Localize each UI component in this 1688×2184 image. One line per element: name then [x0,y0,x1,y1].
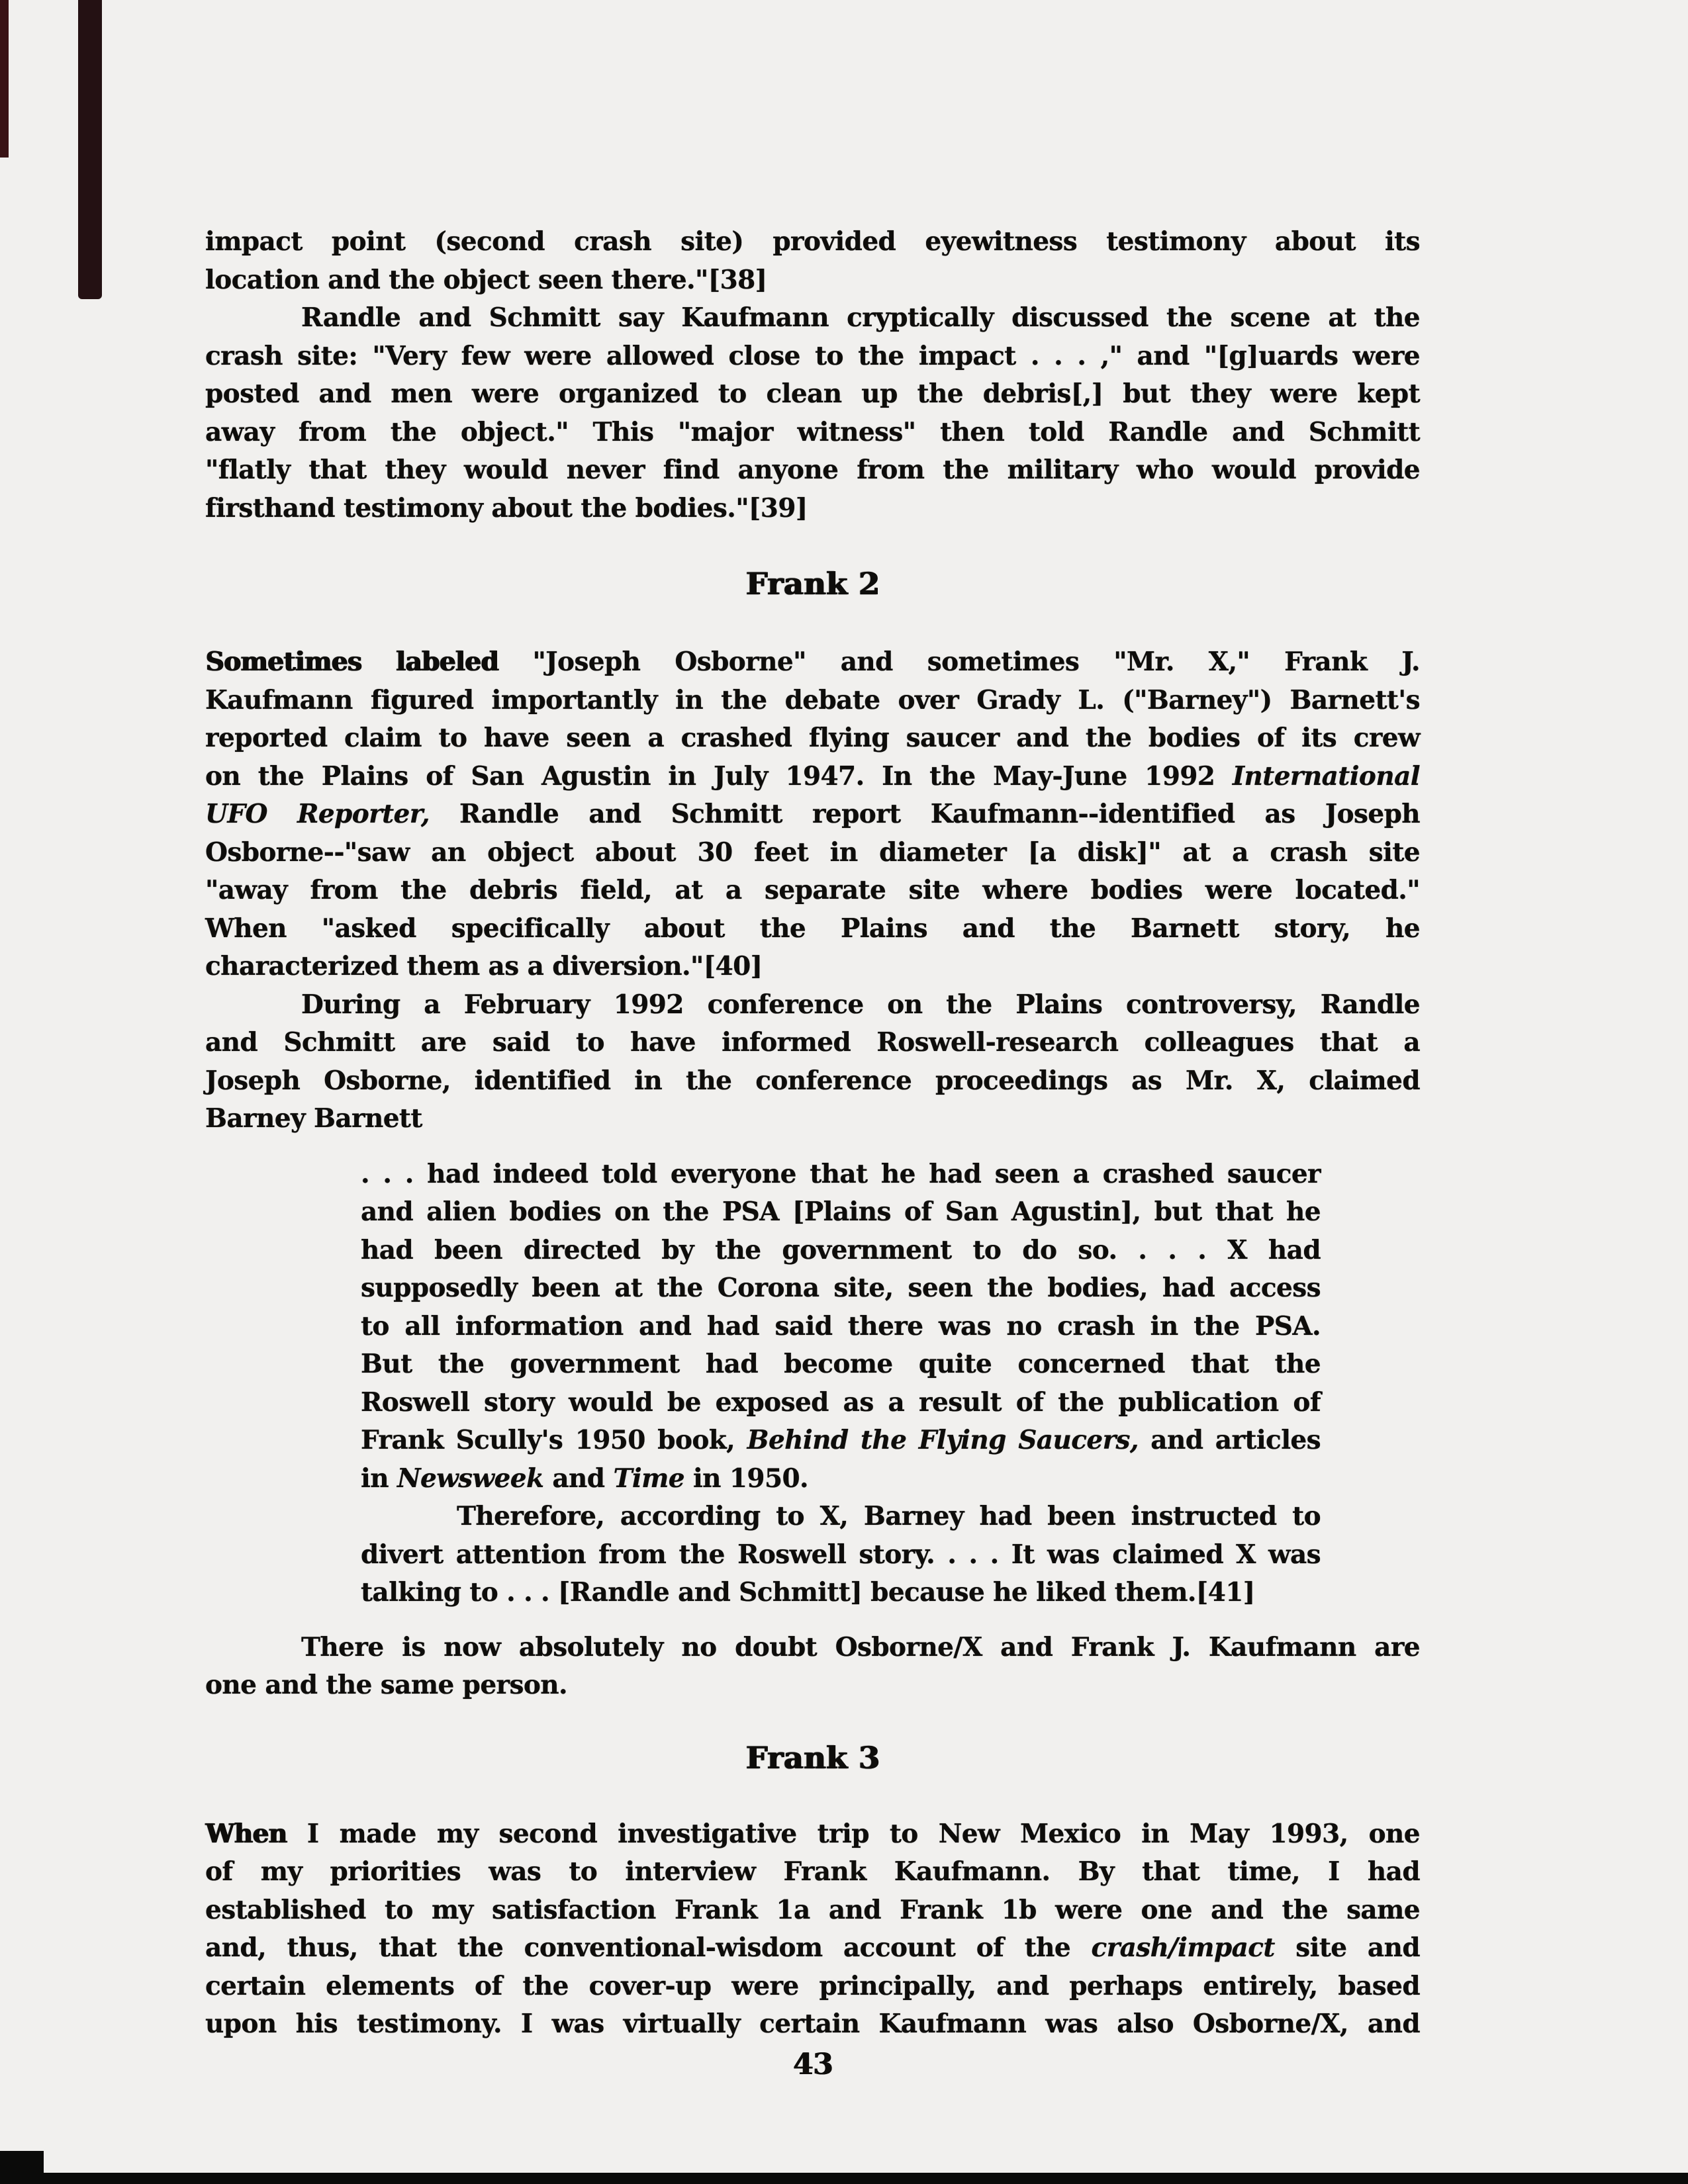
text-line [205,1968,1420,2006]
body-text: certain elements of the cover-up were principally, and perhaps entirely, based [205,1970,1420,2001]
body-text: During a February 1992 conference on the Plains controversy, Randle [301,989,1420,1020]
body-text: talking to . . . [Randle and Schmitt] because he liked them.[41] [361,1577,1255,1608]
body-text: in 1950. [684,1463,809,1494]
text-line [205,1024,1420,1062]
text-line [361,1156,1321,1194]
body-text: had been directed by the government to do so. . . . X had [361,1234,1321,1265]
body-text: Therefore, according to X, Barney had been instructed to [457,1501,1321,1531]
frank3-paragraph [205,1815,1420,2044]
text-line [361,1345,1321,1384]
body-text: reported claim to have seen a crashed flying saucer and the bodies of its crew [205,723,1420,753]
text-line [205,986,1420,1024]
scan-artifact-top-left-edge [0,0,9,158]
text-line [205,414,1420,452]
text-line [205,261,1420,300]
text-line [205,758,1420,796]
same-person-paragraph [205,1629,1420,1705]
text-line [205,1062,1420,1101]
text-column [205,223,1420,2083]
text-line [361,1422,1321,1460]
body-text: But the government had become quite concerned that the [361,1349,1321,1379]
body-text: I made my second investigative trip to New Mexico in May 1993, one [286,1818,1420,1849]
text-line [205,834,1420,872]
text-line [205,948,1420,986]
text-line [205,1853,1420,1891]
text-line [205,910,1420,948]
body-text: "flatly that they would never find anyone from the military who would provide [205,455,1420,485]
text-line [361,1308,1321,1346]
text-line [205,1666,1420,1705]
body-text: "Joseph Osborne" and sometimes "Mr. X," Frank J. [498,647,1420,677]
body-text: Randle and Schmitt report Kaufmann--identified as Joseph [429,799,1420,829]
text-line [361,1193,1321,1232]
text-line [205,1815,1420,1854]
italic-text: Time [613,1463,684,1494]
text-line [361,1574,1321,1612]
body-text: Joseph Osborne, identified in the conference proceedings as Mr. X, claimed [205,1065,1420,1096]
text-line [205,451,1420,490]
text-line [361,1269,1321,1308]
page-number: 43 [792,2047,833,2081]
body-text: away from the object." This "major witness" then told Randle and Schmitt [205,416,1420,447]
body-text: divert attention from the Roswell story. . . . It was claimed X was [361,1539,1321,1570]
heading-frank-2: Frank 2 [745,566,880,602]
body-text: one and the same person. [205,1670,568,1700]
text-line [205,643,1420,682]
body-text: on the Plains of San Agustin in July 1947. In the May-June 1992 [205,760,1233,792]
body-text: and [543,1463,614,1494]
text-line [205,1891,1420,1930]
scan-artifact-top-left-bar [78,0,102,299]
body-text: of my priorities was to interview Frank Kaufmann. By that time, I had [205,1856,1420,1887]
mr-x-blockquote [361,1156,1321,1612]
body-text: supposedly been at the Corona site, seen the bodies, had access [361,1273,1321,1303]
body-text: "away from the debris field, at a separate site where bodies were located." [205,875,1420,905]
body-text: . . . had indeed told everyone that he had seen a crashed saucer [361,1158,1321,1189]
body-text: established to my satisfaction Frank 1a and Frank 1b were one and the same [205,1894,1420,1925]
text-line [205,719,1420,758]
body-text: crash site: "Very few were allowed close to the impact . . . ," and "[g]uards were [205,340,1420,371]
body-text: and articles [1138,1425,1321,1455]
text-line [205,1929,1420,1968]
bold-text: When [205,1818,287,1849]
italic-text: International [1232,760,1420,792]
text-line [205,2005,1420,2044]
body-text: firsthand testimony about the bodies."[39] [205,492,808,523]
frank2-paragraphs [205,643,1420,1138]
italic-text: UFO Reporter, [205,799,430,829]
scan-artifact-bottom-bar [0,2173,1688,2184]
body-text: and, thus, that the conventional-wisdom account of the [205,1933,1092,1963]
body-text: upon his testimony. I was virtually certain Kaufmann was also Osborne/X, and [205,2009,1420,2039]
bold-text: Sometimes labeled [205,647,498,677]
body-text: Barney Barnett [205,1103,422,1134]
body-text: Osborne--"saw an object about 30 feet in diameter [a disk]" at a crash site [205,837,1420,868]
text-line [205,223,1420,261]
text-line [361,1460,1321,1498]
text-line [205,682,1420,720]
body-text: posted and men were organized to clean up the debris[,] but they were kept [205,379,1420,409]
text-line [361,1536,1321,1574]
text-line [205,338,1420,376]
body-text: There is now absolutely no doubt Osborne/X and Frank J. Kaufmann are [301,1631,1420,1662]
text-line [361,1498,1321,1536]
body-text: impact point (second crash site) provided eyewitness testimony about its [205,226,1420,257]
body-text: Frank Scully's 1950 book, [361,1425,747,1455]
body-text: site and [1274,1933,1421,1963]
body-text: and alien bodies on the PSA [Plains of San Agustin], but that he [361,1197,1321,1227]
text-line [205,872,1420,910]
text-line [205,1100,1420,1138]
italic-text: crash/impact [1091,1933,1275,1963]
text-line [361,1232,1321,1270]
body-text: in [361,1463,397,1494]
body-text: and Schmitt are said to have informed Roswell-research colleagues that a [205,1027,1420,1058]
body-text: location and the object seen there."[38] [205,264,767,295]
heading-frank-3: Frank 3 [745,1739,880,1776]
body-text: Kaufmann figured importantly in the debate over Grady L. ("Barney") Barnett's [205,684,1420,715]
text-line [205,1629,1420,1667]
opening-continuation-paragraph [205,223,1420,527]
body-text: to all information and had said there was no crash in the PSA. [361,1310,1321,1342]
text-line [205,490,1420,528]
body-text: Roswell story would be exposed as a result of the publication of [361,1387,1321,1418]
body-text: When "asked specifically about the Plains and the Barnett story, he [205,913,1420,944]
italic-text: Behind the Flying Saucers, [747,1425,1139,1455]
text-line [205,796,1420,834]
text-line [205,299,1420,338]
body-text: Randle and Schmitt say Kaufmann cryptically discussed the scene at the [301,302,1420,333]
italic-text: Newsweek [397,1463,544,1494]
text-line [205,375,1420,414]
text-line [361,1384,1321,1422]
body-text: characterized them as a diversion."[40] [205,951,763,981]
